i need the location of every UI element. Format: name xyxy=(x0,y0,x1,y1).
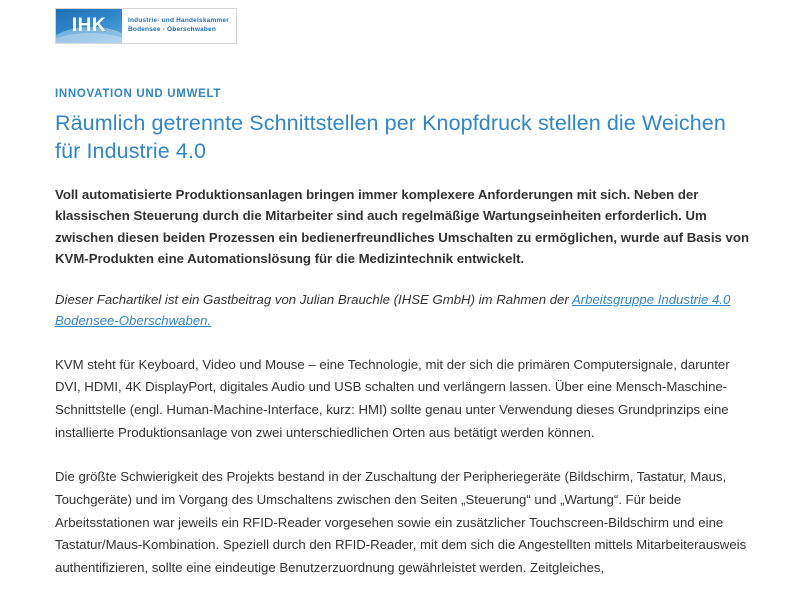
ihk-logo[interactable] xyxy=(55,8,237,44)
guest-author-note xyxy=(55,289,755,331)
working-group-link[interactable]: Arbeitsgruppe Industrie 4.0 Bodensee-Oberschwaben. xyxy=(55,292,731,329)
article-paragraph-2: Die größte Schwierigkeit des Projekts bestand in der Zuschaltung der Peripheriegeräte (Bildschirm, Tastatur, Maus, Touchgeräte) und im Vorgang des Umschaltens zwischen den Seiten „Steuerung“ und „Wartung“. Für beide Arbeitsstationen war jeweils ein RFID-Reader vorgesehen sowie ein zusätzlicher Touchscreen-Bildschirm und eine Tastatur/Maus-Kombination. Speziell durch den RFID-Reader, mit dem sich die Angestellten mittels Mitarbeiterausweis authentifizieren, sollte eine eindeutige Benutzerzuordnung gewährleistet werden. Zeitgleiches, xyxy=(55,469,747,576)
article-lead: Voll automatisierte Produktionsanlagen bringen immer komplexere Anforderungen mit sich. Neben der klassischen Steuerung durch die Mitarbeiter sind auch regelmäßige Wartungseinheiten erforderlich. Um zwischen diesen beiden Prozessen ein bedienerfreundliches Umschalten zu ermöglichen, wurde auf Basis von KVM-Produkten eine Automationslösung für die Medizintechnik entwickelt. xyxy=(55,186,749,266)
article-container xyxy=(55,0,755,593)
guest-note-prefix: Dieser Fachartikel ist ein Gastbeitrag von Julian Brauchle (IHSE GmbH) im Rahmen der xyxy=(55,292,572,308)
page-title: Räumlich getrennte Schnittstellen per Knopfdruck stellen die Weichen für Industrie 4.0 xyxy=(55,111,726,164)
logo-line-2: Bodensee - Oberschwaben xyxy=(128,26,217,33)
article-paragraph-1: KVM steht für Keyboard, Video und Mouse – eine Technologie, mit der sich die primären Computersignale, darunter DVI, HDMI, 4K DisplayPort, digitales Audio und USB schalten und verlängern lassen. Über eine Mensch-Maschine-Schnittstelle (engl. Human-Machine-Interface, kurz: HMI) sollte genau unter Verwendung dieses Grundprinzips eine installierte Produktionsanlage von zwei unterschiedlichen Orten aus betätigt werden können. xyxy=(55,356,730,440)
ihk-logo-mark-icon xyxy=(56,9,122,43)
logo-wordmark xyxy=(122,9,236,43)
logo-line-1: Industrie- und Handelskammer xyxy=(128,17,229,25)
article-kicker: INNOVATION UND UMWELT xyxy=(55,88,222,100)
logo-mark-text: IHK xyxy=(71,15,107,36)
